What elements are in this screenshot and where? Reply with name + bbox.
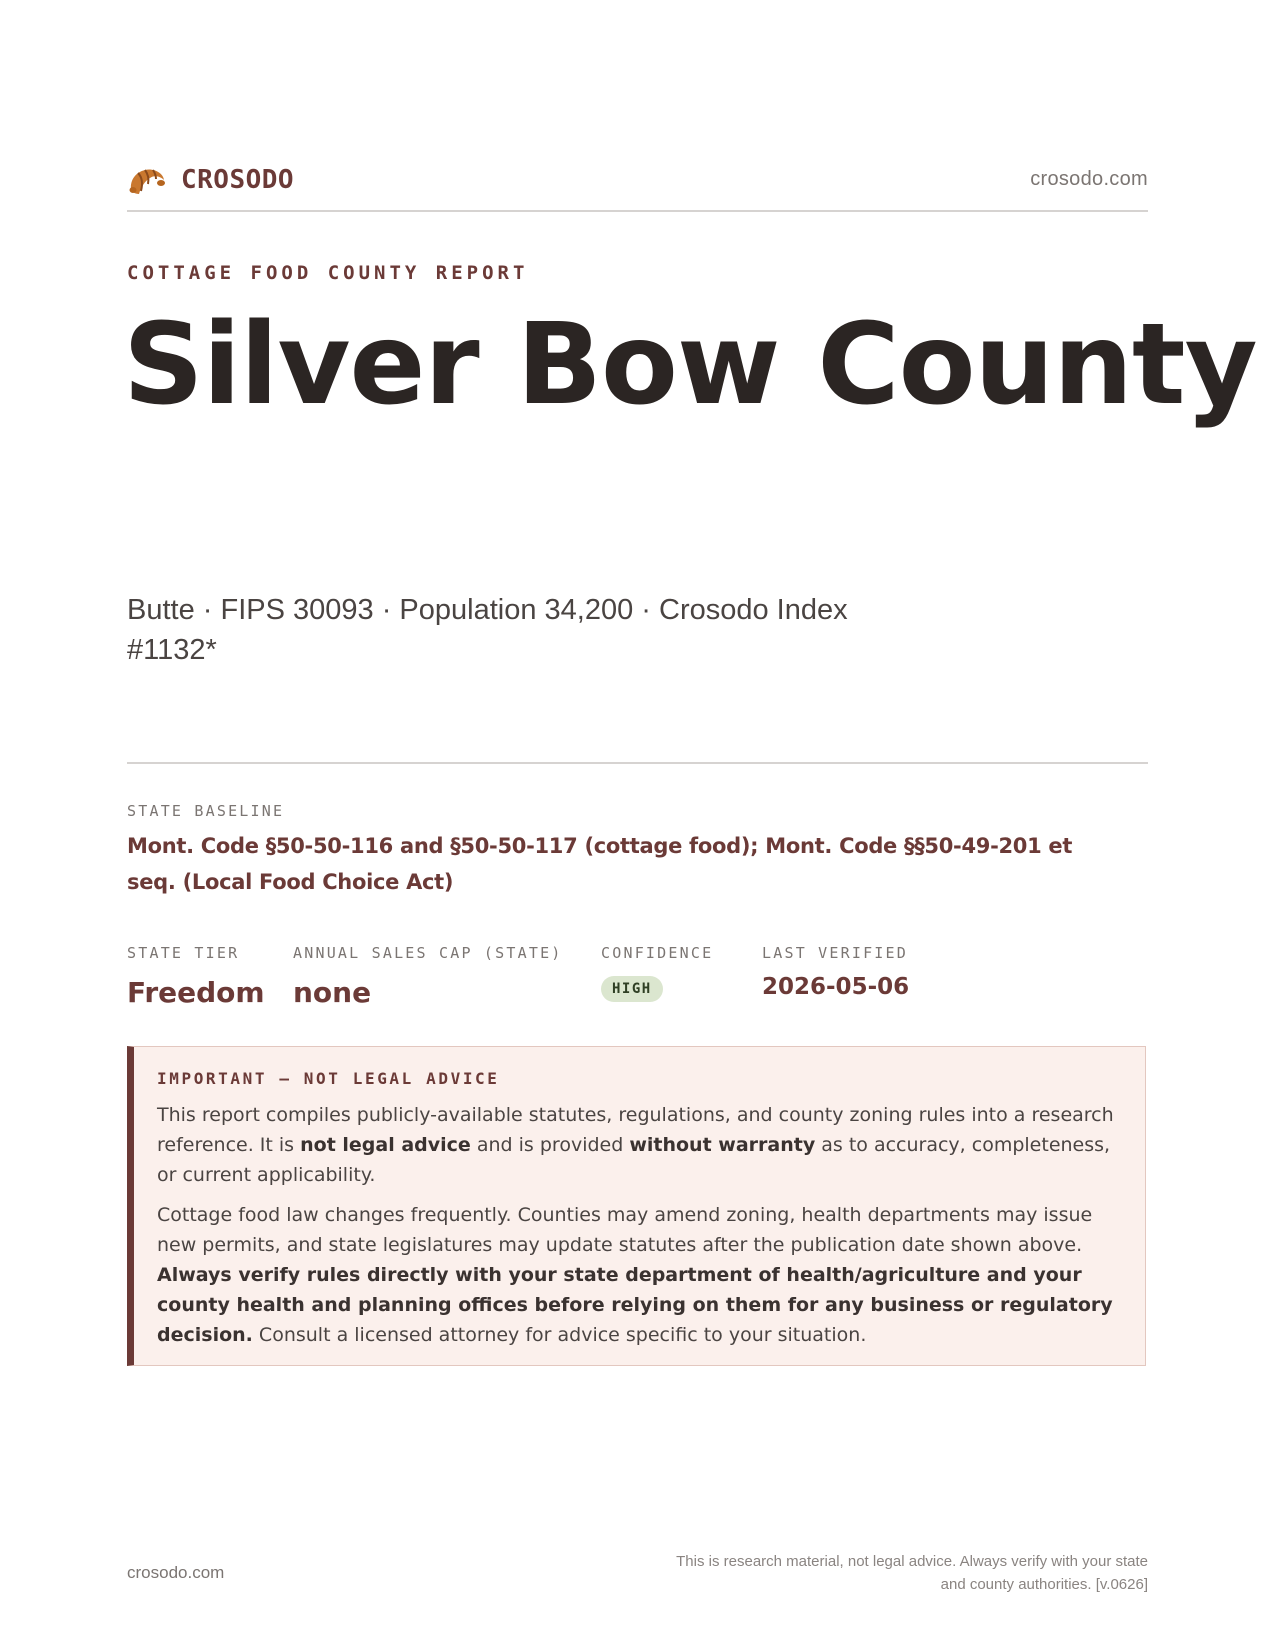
section-divider (127, 762, 1148, 764)
stat-confidence (601, 944, 713, 1002)
notice-paragraph: Cottage food law changes frequently. Counties may amend zoning, health departments may issue new permits, and state legislatures may update statutes after the publication date shown above. Always verify rules directly with your state department of health/agriculture and your county health and planning offices before relying on them for any business or regulatory decision. Consult a licensed attorney for advice specific to your situation. (157, 1204, 1113, 1346)
stat-last-verified (762, 944, 909, 1000)
croissant-icon (127, 160, 167, 200)
stat-value: Freedom (127, 976, 265, 1009)
report-eyebrow: COTTAGE FOOD COUNTY REPORT (127, 262, 529, 284)
county-subtitle: Butte · FIPS 30093 · Population 34,200 · Crosodo Index #1132* (127, 594, 848, 666)
brand-name: CROSODO (181, 165, 295, 195)
stat-label: STATE TIER (127, 944, 240, 962)
stat-label: LAST VERIFIED (762, 944, 908, 962)
state-baseline-citation: Mont. Code §50-50-116 and §50-50-117 (cottage food); Mont. Code §§50-49-201 et seq. (Local Food Choice Act) (127, 834, 1073, 894)
stat-label: ANNUAL SALES CAP (STATE) (293, 944, 563, 962)
legal-notice (127, 1046, 1146, 1366)
brand[interactable] (127, 160, 294, 200)
stat-label: CONFIDENCE (601, 944, 714, 962)
page-header (127, 160, 1148, 212)
footer-disclaimer: This is research material, not legal advice. Always verify with your state and county authorities. [v.0626] (676, 1553, 1148, 1593)
stat-value: none (293, 976, 372, 1009)
stat-value: 2026-05-06 (762, 974, 910, 1000)
report-page (123, 0, 1257, 1650)
header-url-link[interactable]: crosodo.com (1030, 168, 1148, 190)
notice-paragraph: This report compiles publicly-available statutes, regulations, and county zoning rules into a research reference. It is not legal advice and is provided without warranty as to accuracy, completeness, or current applicability. (157, 1104, 1114, 1186)
stat-annual-sales-cap (293, 944, 563, 1009)
stat-state-tier (127, 944, 265, 1009)
state-baseline-label: STATE BASELINE (127, 802, 285, 820)
notice-title: IMPORTANT — NOT LEGAL ADVICE (157, 1069, 500, 1088)
confidence-badge: HIGH (601, 976, 663, 1002)
footer-url-link[interactable]: crosodo.com (127, 1563, 225, 1582)
page-title: Silver Bow County (123, 300, 1257, 430)
